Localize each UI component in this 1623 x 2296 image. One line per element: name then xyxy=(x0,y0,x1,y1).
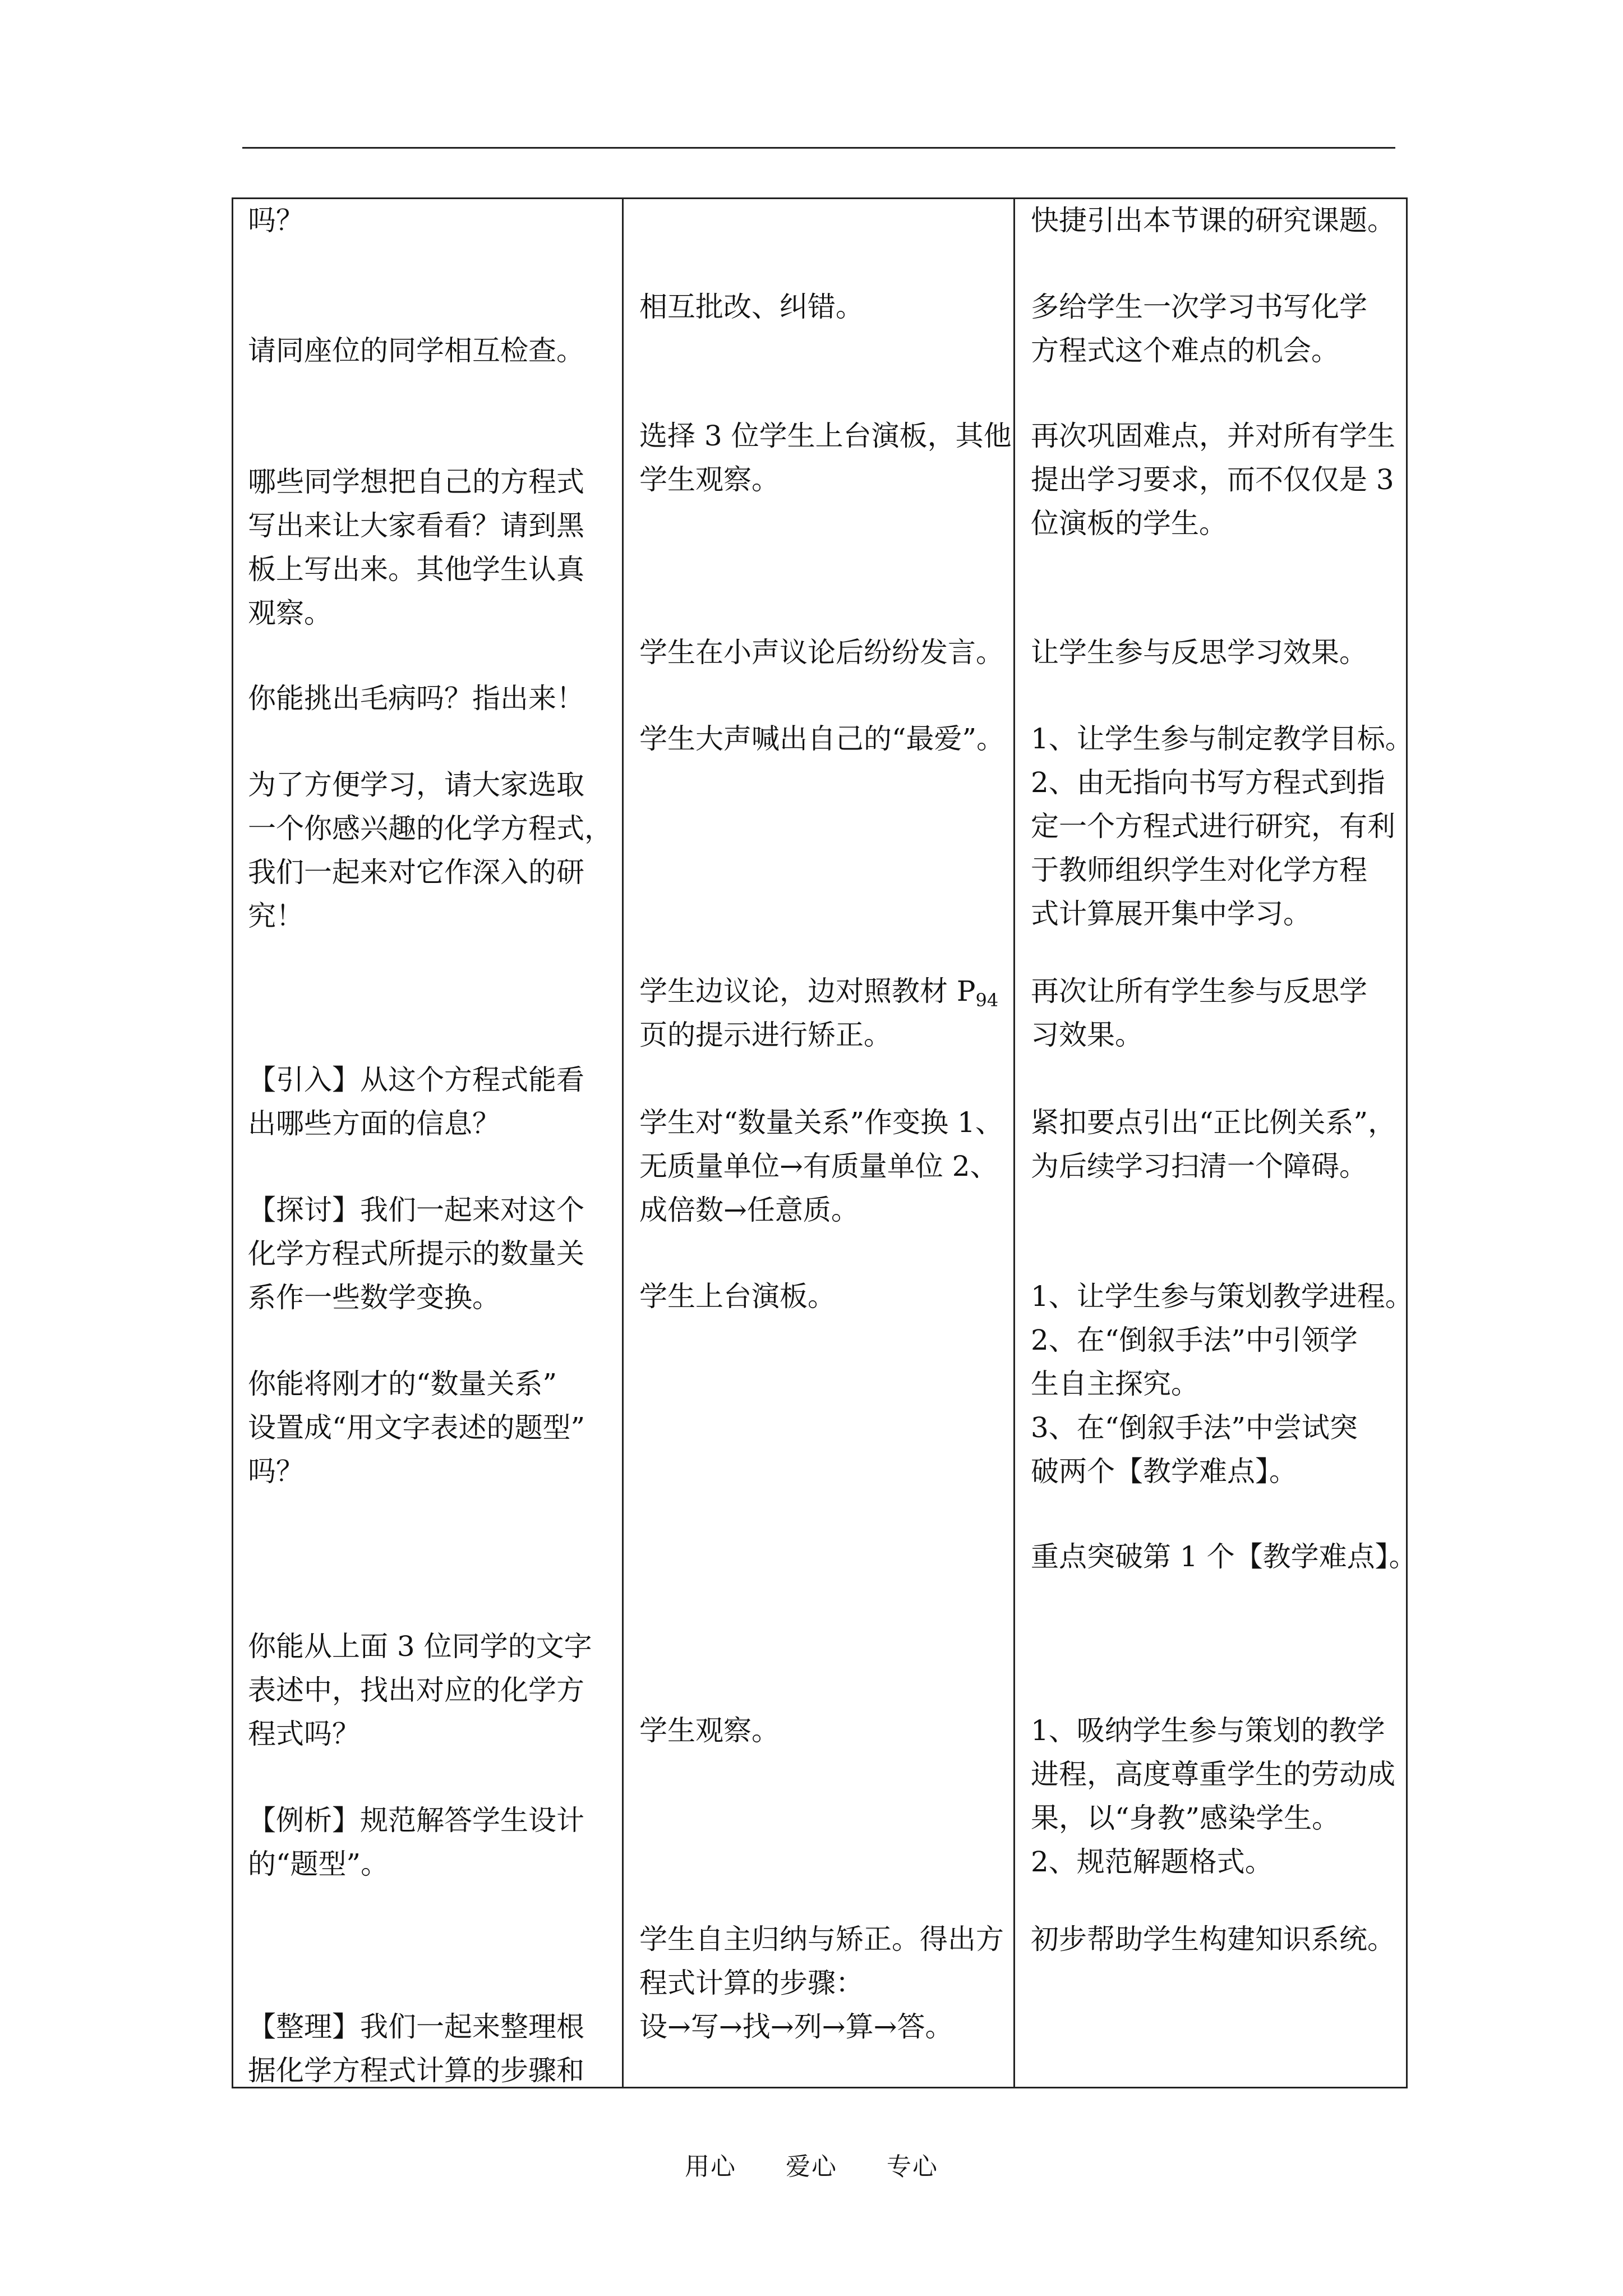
intent-text: 果，以“身教”感染学生。 xyxy=(1031,1802,1340,1834)
intent-text: 习效果。 xyxy=(1031,1019,1143,1051)
teacher-text: 程式吗？ xyxy=(248,1718,360,1750)
student-text: 学生对“数量关系”作变换 1、 xyxy=(639,1106,1003,1139)
student-text: 学生观察。 xyxy=(639,463,780,496)
teacher-text: 设置成“用文字表述的题型” xyxy=(248,1411,585,1444)
student-text: 选择 3 位学生上台演板，其他 xyxy=(639,420,1012,452)
teacher-text: 为了方便学习，请大家选取 xyxy=(248,769,584,801)
footer-word: 爱心 xyxy=(786,2152,837,2181)
teacher-text: 【引入】从这个方程式能看 xyxy=(248,1064,584,1096)
student-text: 页的提示进行矫正。 xyxy=(639,1019,892,1051)
intent-text: 让学生参与反思学习效果。 xyxy=(1031,636,1367,669)
student-text: 学生上台演板。 xyxy=(639,1280,836,1313)
intent-text: 1、让学生参与策划教学进程。 xyxy=(1031,1280,1413,1313)
teacher-text: 据化学方程式计算的步骤和 xyxy=(248,2054,584,2087)
student-text: 无质量单位→有质量单位 2、 xyxy=(639,1150,998,1182)
intent-text: 快捷引出本节课的研究课题。 xyxy=(1031,204,1395,237)
intent-text: 2、在“倒叙手法”中引领学 xyxy=(1031,1324,1358,1356)
footer-word: 专心 xyxy=(887,2152,938,2181)
page-footer xyxy=(0,2146,1623,2182)
teacher-text: 你能从上面 3 位同学的文字 xyxy=(248,1630,592,1663)
intent-text: 3、在“倒叙手法”中尝试突 xyxy=(1031,1411,1358,1444)
intent-text: 重点突破第 1 个【教学难点】。 xyxy=(1031,1540,1417,1573)
intent-text: 1、让学生参与制定教学目标。 xyxy=(1031,723,1413,755)
column-divider-1 xyxy=(622,197,624,2088)
intent-text: 位演板的学生。 xyxy=(1031,507,1227,540)
teacher-text: 一个你感兴趣的化学方程式， xyxy=(248,812,612,845)
header-rule xyxy=(242,147,1395,149)
intent-text: 为后续学习扫清一个障碍。 xyxy=(1031,1150,1367,1182)
intent-text: 再次巩固难点，并对所有学生 xyxy=(1031,420,1395,452)
teacher-text: 我们一起来对它作深入的研 xyxy=(248,856,584,889)
intent-text: 破两个【教学难点】。 xyxy=(1031,1455,1297,1488)
intent-text: 多给学生一次学习书写化学 xyxy=(1031,291,1367,323)
intent-text: 2、由无指向书写方程式到指 xyxy=(1031,766,1385,799)
intent-text: 紧扣要点引出“正比例关系”， xyxy=(1031,1106,1396,1139)
teacher-text: 【例析】规范解答学生设计 xyxy=(248,1804,584,1837)
teacher-text: 写出来让大家看看？请到黑 xyxy=(248,509,584,542)
student-text: 学生大声喊出自己的“最爱”。 xyxy=(639,723,1005,755)
teacher-text: 系作一些数学变换。 xyxy=(248,1281,500,1314)
intent-text: 于教师组织学生对化学方程 xyxy=(1031,854,1367,886)
column-divider-2 xyxy=(1013,197,1015,2088)
teacher-text: 观察。 xyxy=(248,597,332,629)
teacher-text: 吗？ xyxy=(248,1455,304,1488)
footer-word: 用心 xyxy=(685,2152,736,2181)
teacher-text: 【整理】我们一起来整理根 xyxy=(248,2010,584,2043)
teacher-text: 你能挑出毛病吗？指出来！ xyxy=(248,682,584,715)
student-text: 相互批改、纠错。 xyxy=(639,291,864,323)
student-text: 学生边议论，边对照教材 $P_{94}$ xyxy=(639,975,999,1011)
student-text: 学生观察。 xyxy=(639,1714,780,1747)
teacher-text: 【探讨】我们一起来对这个 xyxy=(248,1194,584,1226)
teacher-text: 出哪些方面的信息？ xyxy=(248,1107,500,1140)
intent-text: 生自主探究。 xyxy=(1031,1368,1199,1400)
student-text: 成倍数→任意质。 xyxy=(639,1194,859,1226)
intent-text: 提出学习要求，而不仅仅是 3 xyxy=(1031,463,1394,496)
teacher-text: 化学方程式所提示的数量关 xyxy=(248,1237,584,1270)
student-text: 学生自主归纳与矫正。得出方 xyxy=(639,1923,1004,1955)
intent-text: 再次让所有学生参与反思学 xyxy=(1031,975,1367,1007)
teacher-text: 究！ xyxy=(248,900,304,932)
intent-text: 1、吸纳学生参与策划的教学 xyxy=(1031,1714,1385,1747)
student-text: 学生在小声议论后纷纷发言。 xyxy=(639,636,1004,669)
intent-text: 式计算展开集中学习。 xyxy=(1031,898,1311,930)
student-text: 程式计算的步骤： xyxy=(639,1967,864,1999)
intent-text: 进程，高度尊重学生的劳动成 xyxy=(1031,1758,1395,1791)
teacher-text: 吗？ xyxy=(248,204,304,237)
teacher-text: 哪些同学想把自己的方程式 xyxy=(248,466,584,498)
student-text: 设→写→找→列→算→答。 xyxy=(639,2010,953,2043)
intent-text: 方程式这个难点的机会。 xyxy=(1031,334,1339,367)
teacher-text: 请同座位的同学相互检查。 xyxy=(248,334,584,367)
teacher-text: 的“题型”。 xyxy=(248,1848,389,1880)
teacher-text: 你能将刚才的“数量关系” xyxy=(248,1368,557,1400)
intent-text: 2、规范解题格式。 xyxy=(1031,1846,1273,1878)
intent-text: 初步帮助学生构建知识系统。 xyxy=(1031,1923,1395,1955)
intent-text: 定一个方程式进行研究，有利 xyxy=(1031,810,1395,843)
teacher-text: 表述中，找出对应的化学方 xyxy=(248,1674,584,1706)
teacher-text: 板上写出来。其他学生认真 xyxy=(248,553,584,586)
